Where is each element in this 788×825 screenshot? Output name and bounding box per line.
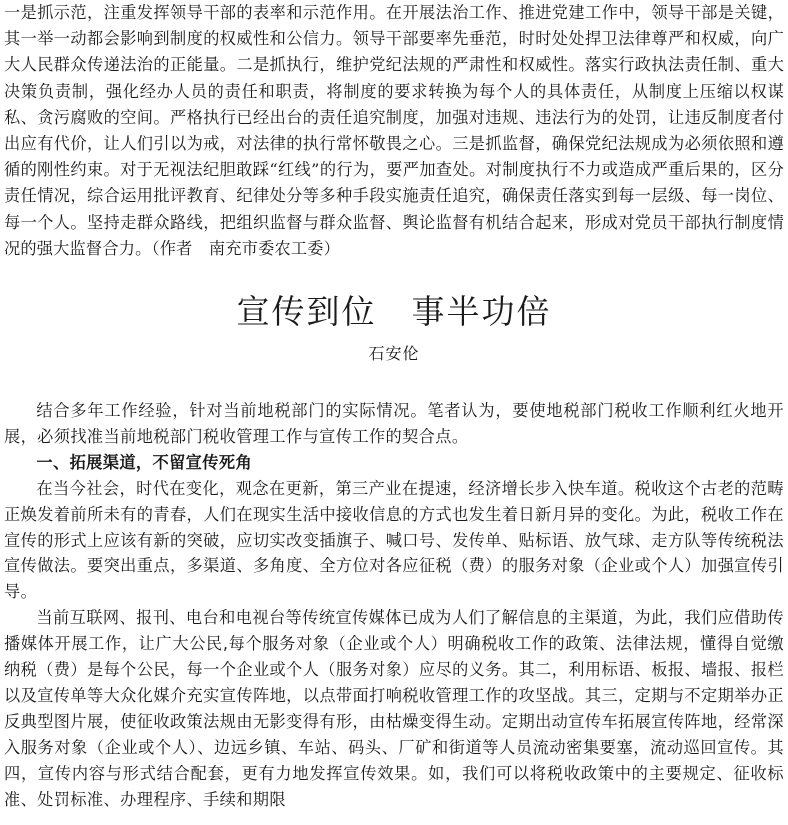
previous-article-text: 一是抓示范，注重发挥领导干部的表率和示范作用。在开展法治工作、推进党建工作中，领导干部是关键，其一举一动都会影响到制度的权威性和公信力。领导干部要率先垂范，时时处处捍卫法律尊严和权威，向广大人民群众传递法治的正能量。二是抓执行，维护党纪法规的严肃性和权威性。落实行政执法责任制、重大决策负责制，强化经办人员的责任和职责，将制度的要求转换为每个人的具体责任，从制度上压缩以权谋私、贪污腐败的空间。严格执行已经出台的责任追究制度，加强对违规、违法行为的处罚，让违反制度者付出应有代价，让人们引以为戒，对法律的执行常怀敬畏之心。三是抓监督，确保党纪法规成为必须依照和遵循的刚性约束。对于无视法纪胆敢踩“红线”的行为，要严加查处。对制度执行不力或造成严重后果的，区分责任情况，综合运用批评教育、纪律处分等多种手段实施责任追究，确保责任落实到每一层级、每一岗位、每一个人。坚持走群众路线，把组织监督与群众监督、舆论监督有机结合起来，形成对党员干部执行制度情况的强大监督合力。（作者 南充市委农工委）	[4, 3, 784, 258]
body-paragraph: 在当今社会，时代在变化，观念在更新，第三产业在提速，经济增长步入快车道。税收这个古老的范畴正焕发着前所未有的青春，人们在现实生活中接收信息的方式也发生着日新月异的变化。为此，税收工作在宣传的形式上应该有新的突破，应切实改变插旗子、喊口号、发传单、贴标语、放气球、走方队等传统税法宣传做法。要突出重点，多渠道、多角度、全方位对各应征税（费）的服务对象（企业或个人）加强宣传引导。	[4, 478, 784, 602]
body-paragraph: 当前互联网、报刊、电台和电视台等传统宣传媒体已成为人们了解信息的主渠道，为此，我们应借助传播媒体开展工作，让广大公民,每个服务对象（企业或个人）明确税收工作的政策、法律法规，懂得自觉缴纳税（费）是每个公民，每一个企业或个人（服务对象）应尽的义务。其二，利用标语、板报、墙报、报栏以及宣传单等大众化媒介充实宣传阵地，以点带面打响税收管理工作的攻坚战。其三，定期与不定期举办正反典型图片展，使征收政策法规由无影变得有形，由枯燥变得生动。定期出动宣传车拓展宣传阵地，经常深入服务对象（企业或个人）、边远乡镇、车站、码头、厂矿和街道等人员流动密集要塞，流动巡回宣传。其四，宣传内容与形式结合配套，更有力地发挥宣传效果。如，我们可以将税收政策中的主要规定、征收标准、处罚标准、办理程序、手续和期限	[4, 608, 784, 809]
article-title: 宣传到位 事半功倍	[236, 292, 552, 331]
article-body	[4, 398, 784, 813]
section-heading: 一、拓展渠道，不留宣传死角	[36, 452, 253, 472]
intro-paragraph: 结合多年工作经验，针对当前地税部门的实际情况。笔者认为，要使地税部门税收工作顺利红火地开展，必须找准当前地税部门税收管理工作与宣传工作的契合点。	[4, 401, 784, 446]
article-author: 石安伦	[368, 344, 420, 363]
